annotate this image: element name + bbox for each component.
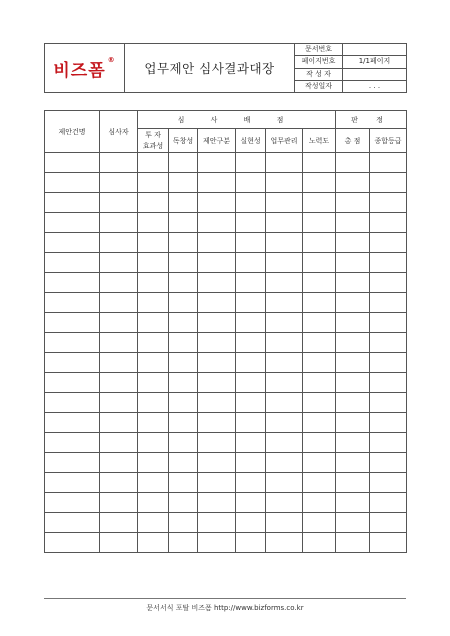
header-investment-effect-label: 투 자 효과성 [142, 130, 164, 150]
table-cell[interactable] [100, 173, 138, 193]
table-cell[interactable] [266, 273, 303, 293]
table-cell[interactable] [266, 233, 303, 253]
table-cell[interactable] [336, 233, 370, 253]
table-cell[interactable] [138, 473, 169, 493]
table-cell[interactable] [336, 413, 370, 433]
table-cell[interactable] [100, 353, 138, 373]
table-cell[interactable] [198, 173, 236, 193]
table-row [45, 493, 407, 513]
table-cell[interactable] [100, 513, 138, 533]
table-cell[interactable] [198, 293, 236, 313]
table-cell[interactable] [236, 253, 266, 273]
table-cell[interactable] [303, 233, 336, 253]
table-cell[interactable] [303, 473, 336, 493]
table-cell[interactable] [198, 313, 236, 333]
table-cell[interactable] [303, 413, 336, 433]
table-cell[interactable] [169, 533, 198, 553]
header-score-group: 심 사 배 점 [138, 111, 336, 129]
table-cell[interactable] [266, 153, 303, 173]
table-row [45, 533, 407, 553]
table-cell[interactable] [100, 333, 138, 353]
table-row [45, 373, 407, 393]
table-cell[interactable] [169, 353, 198, 373]
table-cell[interactable] [303, 353, 336, 373]
table-cell[interactable] [100, 273, 138, 293]
table-cell[interactable] [198, 233, 236, 253]
table-cell[interactable] [266, 353, 303, 373]
table-cell[interactable] [370, 413, 407, 433]
table-cell[interactable] [303, 373, 336, 393]
header-verdict-group: 판 정 [336, 111, 407, 129]
header-reviewer: 심사자 [100, 111, 138, 153]
table-cell[interactable] [236, 433, 266, 453]
table-cell[interactable] [370, 313, 407, 333]
table-row [45, 333, 407, 353]
table-cell[interactable] [266, 453, 303, 473]
table-cell[interactable] [138, 153, 169, 173]
table-cell[interactable] [303, 453, 336, 473]
table-row [45, 433, 407, 453]
table-cell[interactable] [198, 493, 236, 513]
table-cell[interactable] [303, 193, 336, 213]
table-cell[interactable] [266, 533, 303, 553]
table-cell[interactable] [370, 513, 407, 533]
document-header [44, 43, 407, 93]
table-cell[interactable] [100, 433, 138, 453]
meta-label-page-number: 페이지번호 [295, 56, 343, 68]
table-cell[interactable] [45, 333, 100, 353]
table-cell[interactable] [138, 213, 169, 233]
table-cell[interactable] [198, 473, 236, 493]
table-cell[interactable] [236, 313, 266, 333]
table-cell[interactable] [303, 513, 336, 533]
table-cell[interactable] [370, 253, 407, 273]
table-row [45, 253, 407, 273]
table-cell[interactable] [198, 333, 236, 353]
table-cell[interactable] [45, 273, 100, 293]
table-row [45, 313, 407, 333]
table-cell[interactable] [169, 213, 198, 233]
table-cell[interactable] [303, 393, 336, 413]
table-cell[interactable] [236, 173, 266, 193]
table-cell[interactable] [169, 493, 198, 513]
table-cell[interactable] [100, 373, 138, 393]
header-effort: 노력도 [303, 129, 336, 153]
header-originality: 독창성 [169, 129, 198, 153]
table-row [45, 153, 407, 173]
footer-divider [44, 598, 406, 599]
meta-value-page-number: 1/1페이지 [343, 56, 407, 68]
table-cell[interactable] [138, 413, 169, 433]
table-cell[interactable] [198, 193, 236, 213]
table-cell[interactable] [336, 313, 370, 333]
table-cell[interactable] [370, 153, 407, 173]
table-cell[interactable] [266, 373, 303, 393]
table-cell[interactable] [138, 173, 169, 193]
table-cell[interactable] [336, 393, 370, 413]
table-cell[interactable] [266, 493, 303, 513]
table-cell[interactable] [370, 393, 407, 413]
table-cell[interactable] [336, 293, 370, 313]
table-cell[interactable] [336, 253, 370, 273]
table-cell[interactable] [266, 173, 303, 193]
table-cell[interactable] [138, 333, 169, 353]
table-cell[interactable] [266, 253, 303, 273]
header-investment-effect [138, 129, 169, 153]
table-cell[interactable] [45, 313, 100, 333]
table-cell[interactable] [198, 433, 236, 453]
table-cell[interactable] [169, 433, 198, 453]
table-cell[interactable] [169, 233, 198, 253]
table-row [45, 393, 407, 413]
table-cell[interactable] [138, 373, 169, 393]
table-cell[interactable] [100, 313, 138, 333]
table-cell[interactable] [336, 153, 370, 173]
table-cell[interactable] [45, 233, 100, 253]
document-title: 업무제안 심사결과대장 [125, 44, 295, 93]
bizforms-logo: 비즈폼® [53, 55, 116, 81]
table-cell[interactable] [370, 453, 407, 473]
table-cell[interactable] [303, 153, 336, 173]
table-row [45, 213, 407, 233]
table-cell[interactable] [303, 293, 336, 313]
table-cell[interactable] [45, 393, 100, 413]
table-cell[interactable] [370, 473, 407, 493]
table-row [45, 293, 407, 313]
table-cell[interactable] [336, 273, 370, 293]
table-cell[interactable] [138, 233, 169, 253]
table-row [45, 173, 407, 193]
table-cell[interactable] [45, 173, 100, 193]
table-cell[interactable] [100, 533, 138, 553]
table-cell[interactable] [138, 353, 169, 373]
table-cell[interactable] [100, 153, 138, 173]
meta-label-author: 작 성 자 [295, 68, 343, 80]
table-cell[interactable] [138, 533, 169, 553]
table-cell[interactable] [303, 493, 336, 513]
footer-text: 문서서식 포탈 비즈폼 http://www.bizforms.co.kr [146, 604, 304, 612]
table-cell[interactable] [370, 173, 407, 193]
table-cell[interactable] [303, 213, 336, 233]
table-cell[interactable] [45, 373, 100, 393]
table-cell[interactable] [100, 413, 138, 433]
table-cell[interactable] [138, 253, 169, 273]
table-cell[interactable] [198, 393, 236, 413]
table-cell[interactable] [100, 233, 138, 253]
header-proposal-name: 제안건명 [45, 111, 100, 153]
table-cell[interactable] [169, 193, 198, 213]
table-cell[interactable] [336, 453, 370, 473]
table-cell[interactable] [45, 253, 100, 273]
table-cell[interactable] [236, 533, 266, 553]
table-cell[interactable] [169, 173, 198, 193]
table-cell[interactable] [236, 273, 266, 293]
table-cell[interactable] [100, 213, 138, 233]
table-cell[interactable] [45, 413, 100, 433]
table-cell[interactable] [169, 473, 198, 493]
table-cell[interactable] [198, 353, 236, 373]
table-cell[interactable] [266, 473, 303, 493]
header-feasibility: 실현성 [236, 129, 266, 153]
table-row [45, 473, 407, 493]
table-cell[interactable] [45, 433, 100, 453]
table-cell[interactable] [45, 213, 100, 233]
table-cell[interactable] [45, 493, 100, 513]
table-cell[interactable] [198, 253, 236, 273]
table-cell[interactable] [303, 333, 336, 353]
meta-value-author[interactable] [343, 68, 407, 80]
header-proposal-type: 제안구분 [198, 129, 236, 153]
table-cell[interactable] [45, 353, 100, 373]
meta-label-doc-number: 문서번호 [295, 44, 343, 56]
meta-label-date: 작성일자 [295, 80, 343, 92]
table-cell[interactable] [169, 153, 198, 173]
table-cell[interactable] [45, 513, 100, 533]
table-cell[interactable] [336, 213, 370, 233]
table-cell[interactable] [236, 393, 266, 413]
logo-cell [45, 44, 125, 93]
table-cell[interactable] [370, 213, 407, 233]
table-cell[interactable] [266, 313, 303, 333]
table-cell[interactable] [236, 353, 266, 373]
table-cell[interactable] [336, 193, 370, 213]
table-cell[interactable] [266, 513, 303, 533]
table-cell[interactable] [303, 253, 336, 273]
table-cell[interactable] [236, 213, 266, 233]
table-cell[interactable] [169, 333, 198, 353]
table-cell[interactable] [198, 453, 236, 473]
table-cell[interactable] [138, 293, 169, 313]
table-cell[interactable] [266, 193, 303, 213]
table-cell[interactable] [169, 393, 198, 413]
table-cell[interactable] [138, 193, 169, 213]
table-cell[interactable] [303, 433, 336, 453]
header-total-score: 총 점 [336, 129, 370, 153]
table-cell[interactable] [100, 473, 138, 493]
table-cell[interactable] [236, 493, 266, 513]
table-cell[interactable] [303, 313, 336, 333]
table-cell[interactable] [266, 413, 303, 433]
table-cell[interactable] [45, 453, 100, 473]
table-cell[interactable] [100, 493, 138, 513]
table-cell[interactable] [266, 213, 303, 233]
table-cell[interactable] [336, 333, 370, 353]
table-cell[interactable] [198, 273, 236, 293]
table-cell[interactable] [370, 273, 407, 293]
table-cell[interactable] [138, 313, 169, 333]
table-cell[interactable] [336, 493, 370, 513]
table-cell[interactable] [336, 433, 370, 453]
table-cell[interactable] [198, 513, 236, 533]
table-cell[interactable] [198, 213, 236, 233]
table-cell[interactable] [100, 393, 138, 413]
table-cell[interactable] [169, 253, 198, 273]
table-row [45, 193, 407, 213]
table-cell[interactable] [336, 473, 370, 493]
table-cell[interactable] [138, 453, 169, 473]
table-cell[interactable] [45, 193, 100, 213]
table-cell[interactable] [236, 333, 266, 353]
table-cell[interactable] [236, 453, 266, 473]
table-cell[interactable] [198, 373, 236, 393]
table-cell[interactable] [236, 193, 266, 213]
table-cell[interactable] [138, 433, 169, 453]
table-cell[interactable] [370, 493, 407, 513]
table-cell[interactable] [236, 293, 266, 313]
table-cell[interactable] [45, 473, 100, 493]
table-cell[interactable] [370, 333, 407, 353]
table-row [45, 413, 407, 433]
table-cell[interactable] [336, 533, 370, 553]
table-cell[interactable] [169, 273, 198, 293]
table-cell[interactable] [138, 393, 169, 413]
table-cell[interactable] [169, 293, 198, 313]
table-cell[interactable] [236, 473, 266, 493]
table-cell[interactable] [198, 413, 236, 433]
table-cell[interactable] [169, 513, 198, 533]
table-cell[interactable] [45, 153, 100, 173]
table-cell[interactable] [303, 533, 336, 553]
table-cell[interactable] [138, 273, 169, 293]
table-cell[interactable] [198, 533, 236, 553]
header-overall-grade: 종합등급 [370, 129, 407, 153]
table-cell[interactable] [336, 353, 370, 373]
table-cell[interactable] [45, 293, 100, 313]
table-cell[interactable] [100, 293, 138, 313]
table-cell[interactable] [236, 413, 266, 433]
table-cell[interactable] [236, 373, 266, 393]
table-cell[interactable] [100, 193, 138, 213]
table-cell[interactable] [236, 153, 266, 173]
table-cell[interactable] [198, 153, 236, 173]
table-cell[interactable] [266, 433, 303, 453]
table-cell[interactable] [169, 373, 198, 393]
table-cell[interactable] [303, 173, 336, 193]
table-cell[interactable] [138, 493, 169, 513]
table-row [45, 453, 407, 473]
table-cell[interactable] [370, 533, 407, 553]
table-cell[interactable] [370, 193, 407, 213]
table-cell[interactable] [303, 273, 336, 293]
table-cell[interactable] [336, 513, 370, 533]
table-cell[interactable] [169, 313, 198, 333]
table-cell[interactable] [336, 173, 370, 193]
table-cell[interactable] [100, 253, 138, 273]
table-row [45, 273, 407, 293]
review-results-table [44, 110, 407, 553]
table-cell[interactable] [169, 413, 198, 433]
table-cell[interactable] [266, 393, 303, 413]
table-cell[interactable] [236, 233, 266, 253]
table-cell[interactable] [169, 453, 198, 473]
table-cell[interactable] [100, 453, 138, 473]
meta-value-date[interactable]: . . . [343, 80, 407, 92]
table-cell[interactable] [336, 373, 370, 393]
table-cell[interactable] [370, 293, 407, 313]
table-cell[interactable] [45, 533, 100, 553]
table-cell[interactable] [370, 373, 407, 393]
table-cell[interactable] [266, 293, 303, 313]
table-row [45, 233, 407, 253]
table-row [45, 353, 407, 373]
table-cell[interactable] [370, 233, 407, 253]
table-cell[interactable] [370, 353, 407, 373]
meta-value-doc-number[interactable] [343, 44, 407, 56]
table-cell[interactable] [370, 433, 407, 453]
table-cell[interactable] [266, 333, 303, 353]
table-cell[interactable] [138, 513, 169, 533]
header-work-management: 업무관리 [266, 129, 303, 153]
table-row [45, 513, 407, 533]
table-cell[interactable] [236, 513, 266, 533]
